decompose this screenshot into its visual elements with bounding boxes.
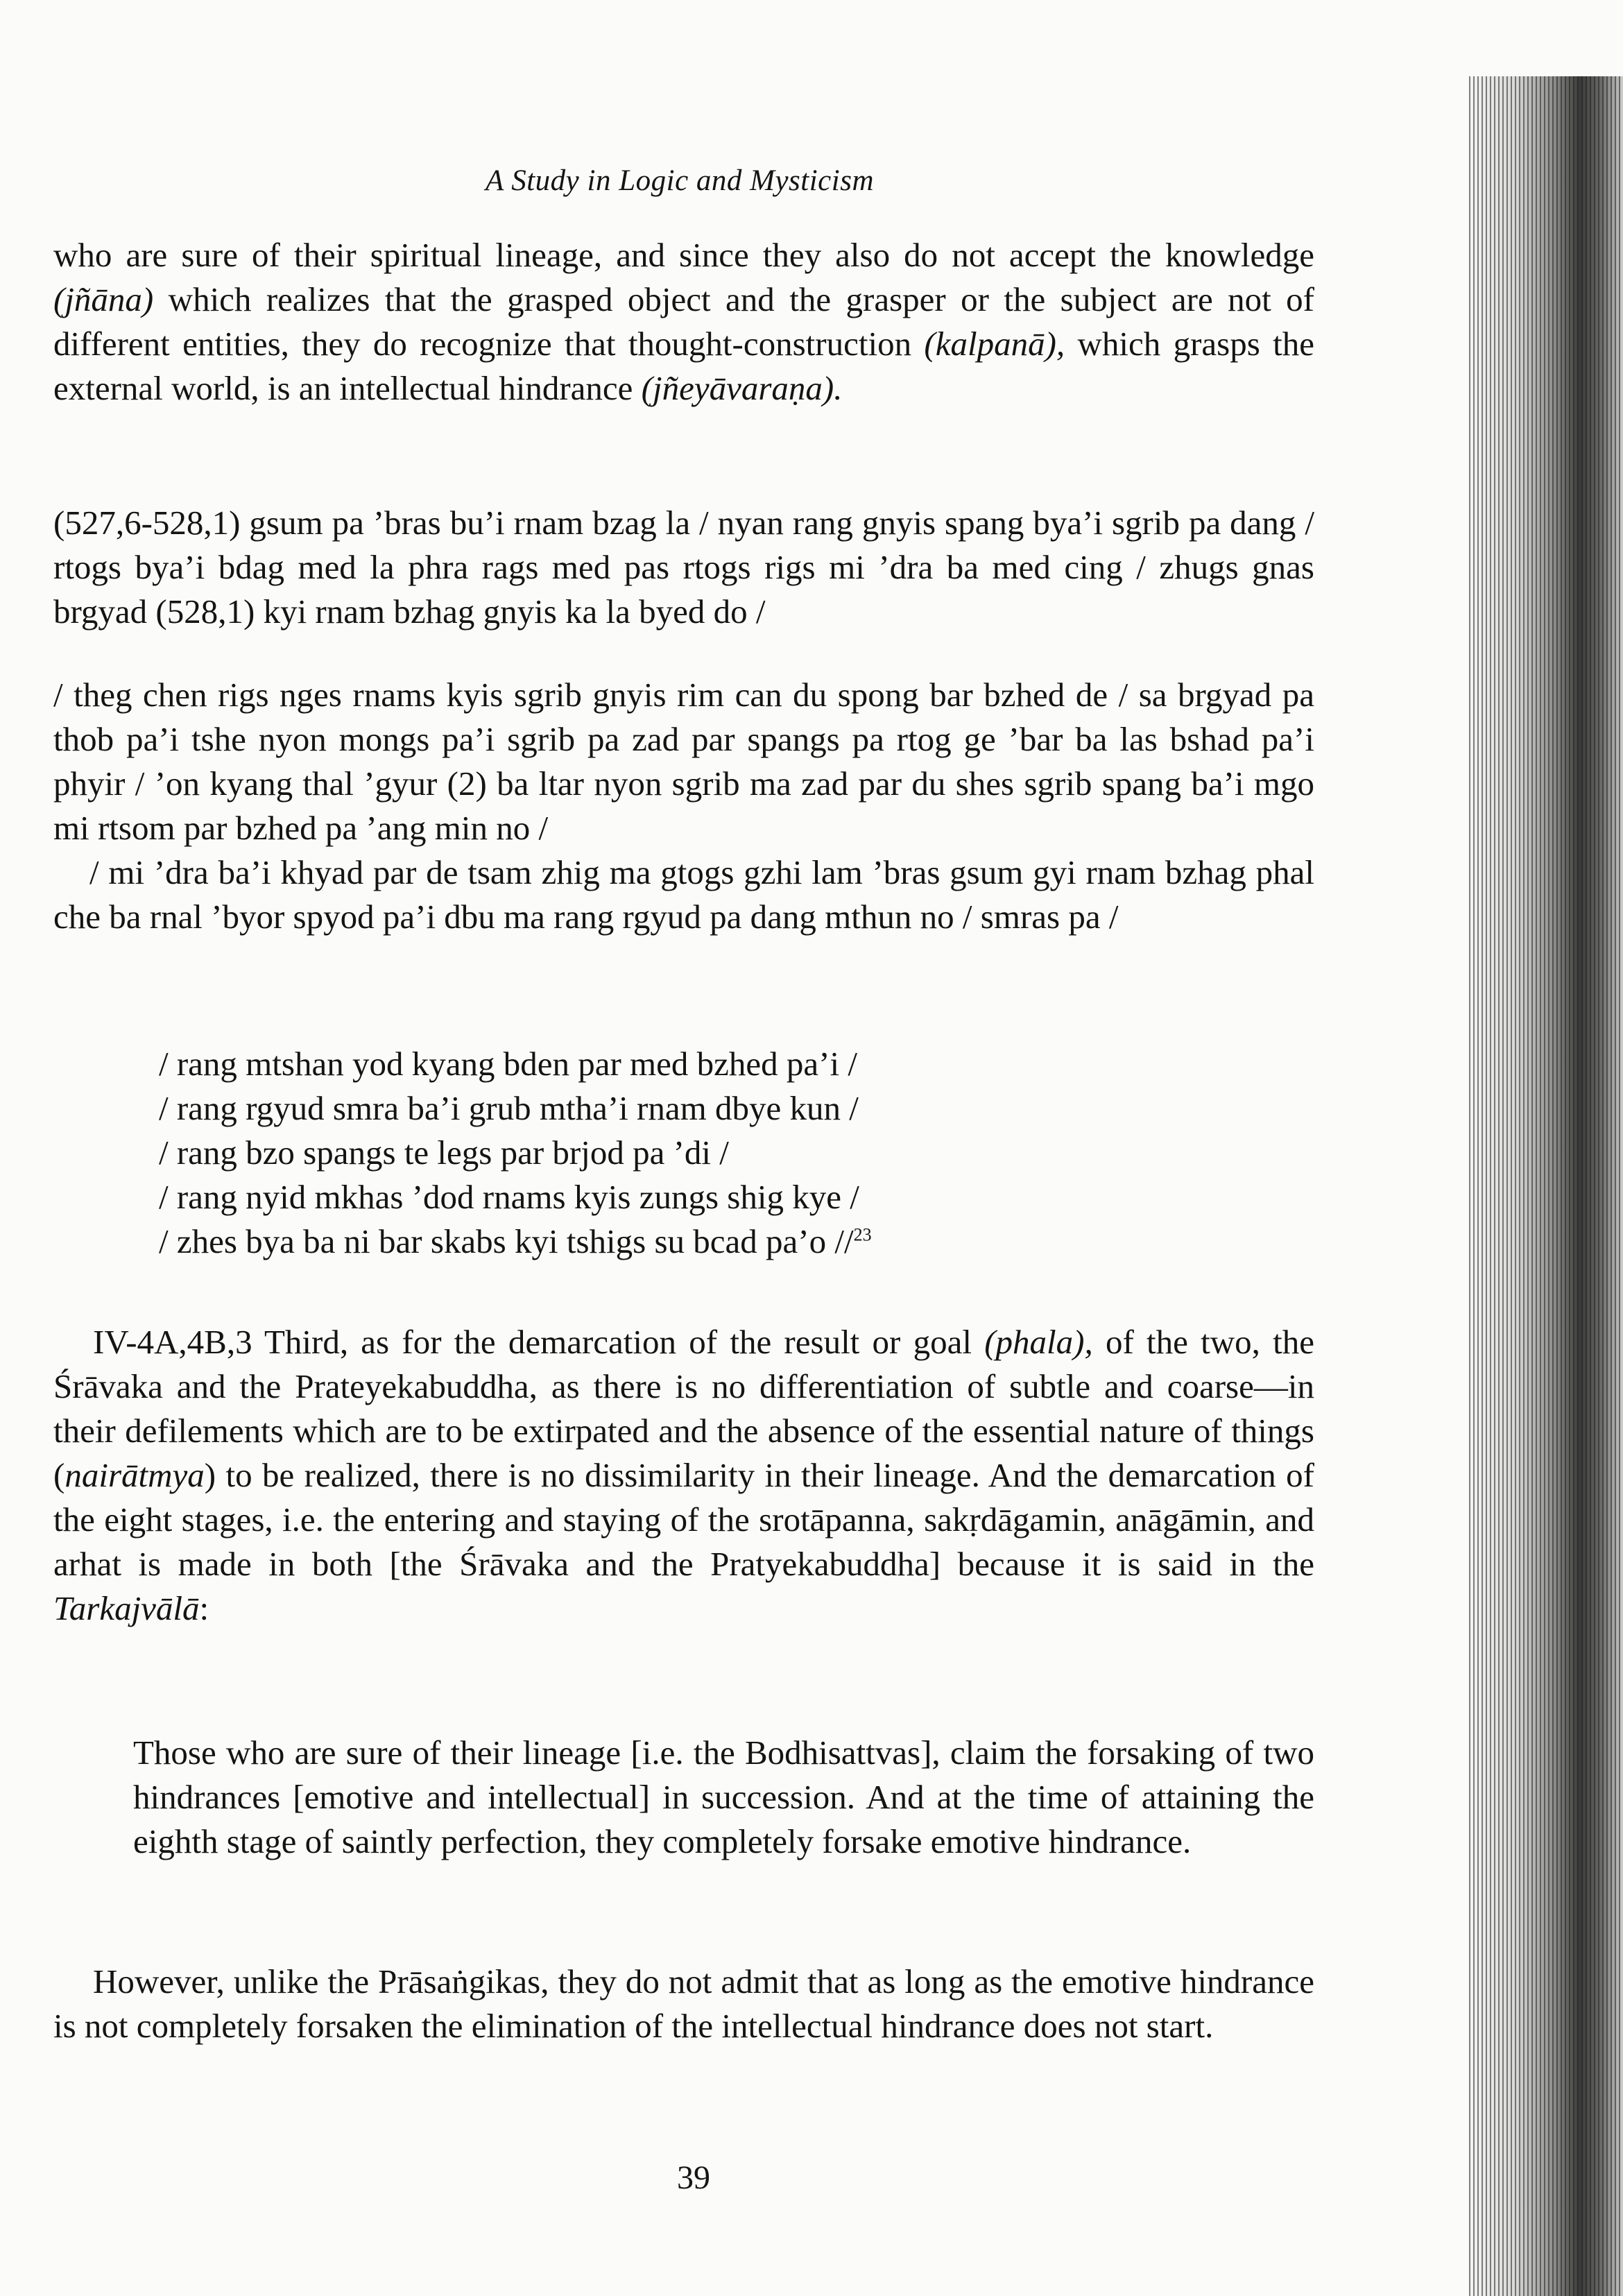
p4-text: / mi ’dra ba’i khyad par de tsam zhig ma gtogs gzhi lam ’bras gsum gyi rnam bzhag phal che ba rnal ’byor spyod pa’i dbu ma rang rgyud pa dang mthun no / smras pa / bbox=[53, 853, 1314, 936]
p5-text-c: ) to be realized, there is no dissimilarity in their lineage. And the demarcation of the eight stages, i.e. the entering and staying of the srotāpanna, sakṛdāgamin, anāgāmin, and arhat is made in both [the Śrāvaka and the Pratyekabuddha] because it is said in the bbox=[53, 1456, 1314, 1583]
p1-term-jnana: (jñāna) bbox=[53, 280, 154, 318]
paragraph-1 bbox=[53, 233, 1314, 411]
p5-term-tarkajvala: Tarkajvālā bbox=[53, 1589, 200, 1627]
paragraph-6 bbox=[53, 1960, 1314, 2048]
p5-term-nairatmya: nairātmya bbox=[65, 1456, 205, 1494]
verse-line-5 bbox=[159, 1219, 872, 1264]
block-quote bbox=[133, 1731, 1314, 1864]
p5-term-phala: (phala), bbox=[984, 1323, 1093, 1361]
footnote-marker: 23 bbox=[853, 1224, 872, 1245]
p5-text-b: of the two, the Śrāvaka and the Prateyekabuddha, as there is no differentiation of subtle and coarse—in their defilements which are to be extirpated and the absence of the essential nature of things ( bbox=[53, 1323, 1314, 1494]
p1-text-b: which realizes that the grasped object and the grasper or the subject are not of different entities, they do recognize that thought-construction bbox=[53, 280, 1314, 363]
verse-line-4: / rang nyid mkhas ’dod rnams kyis zungs shig kye / bbox=[159, 1178, 859, 1216]
p1-term-jneyavarana: (jñeyāvaraṇa). bbox=[641, 369, 843, 407]
p1-text-a: who are sure of their spiritual lineage, and since they also do not accept the knowledge bbox=[53, 236, 1314, 274]
p6-text: However, unlike the Prāsaṅgikas, they do not admit that as long as the emotive hindrance is not completely forsaken the elimination of the intellectual hindrance does not start. bbox=[53, 1962, 1314, 2045]
p1-text-c: which grasps the external world, is an intellectual hindrance bbox=[53, 325, 1314, 407]
verse-block bbox=[159, 1042, 872, 1264]
page-number: 39 bbox=[677, 2159, 710, 2196]
paragraph-5 bbox=[53, 1320, 1314, 1631]
p5-text-a: IV-4A,4B,3 Third, as for the demarcation of the result or goal bbox=[93, 1323, 985, 1361]
verse-line-5-text: / zhes bya ba ni bar skabs kyi tshigs su bcad pa’o // bbox=[159, 1222, 854, 1260]
running-head: A Study in Logic and Mysticism bbox=[485, 164, 875, 197]
quote-text: Those who are sure of their lineage [i.e. the Bodhisattvas], claim the forsaking of two hindrances [emotive and intellectual] in succession. And at the time of attaining the eighth stage of saintly perfection, they completely forsake emotive hindrance. bbox=[133, 1733, 1314, 1860]
verse-line-2: / rang rgyud smra ba’i grub mtha’i rnam dbye kun / bbox=[159, 1089, 859, 1127]
p1-term-kalpana: (kalpanā), bbox=[924, 325, 1065, 363]
verse-line-3: / rang bzo spangs te legs par brjod pa ’di / bbox=[159, 1133, 729, 1172]
verse-line-1: / rang mtshan yod kyang bden par med bzhed pa’i / bbox=[159, 1045, 857, 1083]
paragraph-3-tibetan bbox=[53, 673, 1314, 939]
paragraph-2-tibetan bbox=[53, 501, 1314, 634]
p5-text-d: : bbox=[199, 1589, 209, 1627]
p3-text: / theg chen rigs nges rnams kyis sgrib gnyis rim can du spong bar bzhed de / sa brgyad pa thob pa’i tshe nyon mongs pa’i sgrib pa zad par spangs pa rtog ge ’bar ba las bshad pa’i phyir / ’on kyang thal ’gyur (2) ba ltar nyon sgrib ma zad par du shes sgrib spang ba’i mgo mi rtsom par bzhed pa ’ang min no / bbox=[53, 676, 1314, 847]
p2-text: (527,6-528,1) gsum pa ’bras bu’i rnam bzag la / nyan rang gnyis spang bya’i sgrib pa dang / rtogs bya’i bdag med la phra rags med pas rtogs rigs mi ’dra ba med cing / zhugs gnas brgyad (528,1) kyi rnam bzhag gnyis ka la byed do / bbox=[53, 504, 1314, 631]
book-binding-shadow bbox=[1469, 76, 1623, 2296]
